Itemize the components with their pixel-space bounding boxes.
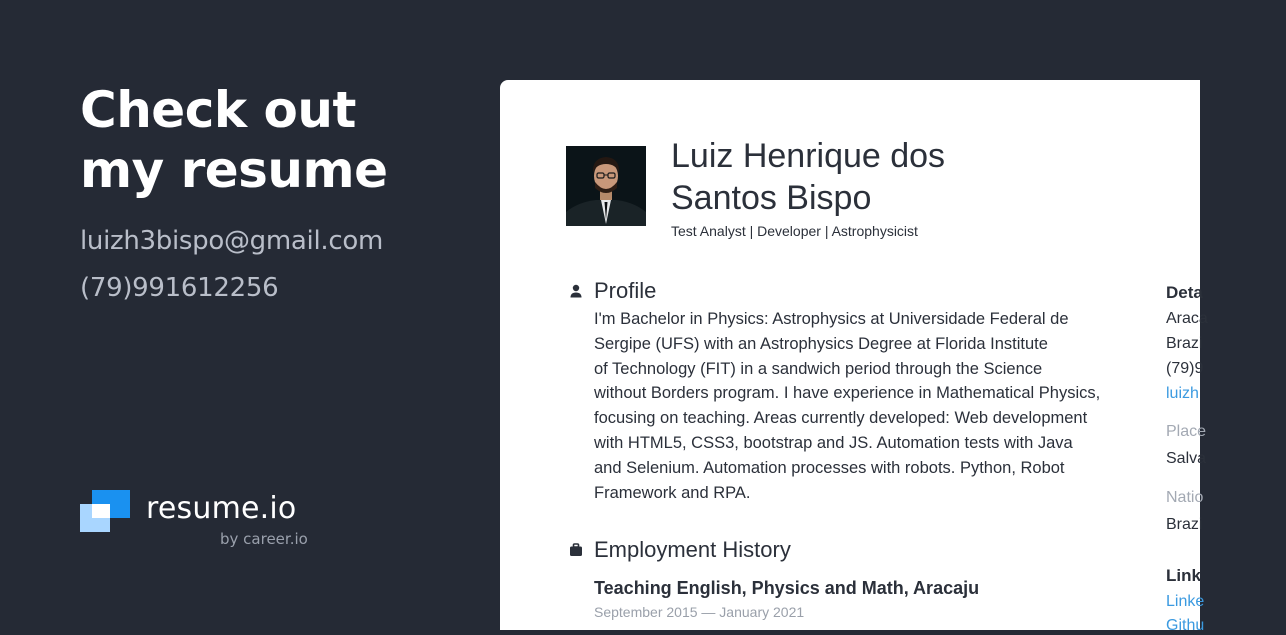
employment-heading: Employment History — [594, 537, 791, 562]
resume-preview-card[interactable] — [500, 80, 1208, 634]
profile-line: focusing on teaching. Areas currently developed: Web development — [594, 409, 1088, 428]
links-heading: Link — [1166, 566, 1201, 585]
resume-name-line2: Santos Bispo — [671, 179, 872, 217]
promo-panel — [0, 0, 500, 630]
profile-text — [594, 307, 1134, 505]
profile-line: I'm Bachelor in Physics: Astrophysics at Universidade Federal de — [594, 310, 1069, 328]
details-country-line: Brazi — [1166, 335, 1203, 352]
brand — [80, 490, 340, 550]
avatar-photo-icon — [566, 146, 646, 226]
brand-subtitle: by career.io — [220, 530, 308, 548]
employment-job-title: Teaching English, Physics and Math, Aracaju — [594, 578, 980, 598]
briefcase-icon — [569, 543, 583, 557]
promo-headline — [80, 80, 480, 200]
profile-line: Sergipe (UFS) with an Astrophysics Degree at Florida Institute — [594, 334, 1048, 353]
resume-name-line1: Luiz Henrique dos — [671, 137, 946, 175]
profile-line: without Borders program. I have experience in Mathematical Physics, — [594, 384, 1101, 403]
profile-line: of Technology (FIT) in a sandwich period through the Science — [594, 359, 1043, 378]
promo-headline-line1: Check out — [80, 81, 356, 139]
profile-line: with HTML5, CSS3, bootstrap and JS. Automation tests with Java — [594, 433, 1073, 452]
resume-name — [671, 135, 1031, 219]
nationality-label: Natio — [1166, 489, 1204, 506]
details-email-link[interactable]: luizh — [1166, 385, 1199, 402]
promo-phone: (79)991612256 — [80, 273, 279, 303]
details-phone-line: (79)9 — [1166, 360, 1204, 377]
resume-job-title: Test Analyst | Developer | Astrophysicist — [671, 223, 918, 239]
profile-line: and Selenium. Automation processes with robots. Python, Robot — [594, 458, 1065, 477]
profile-line: Framework and RPA. — [594, 483, 751, 502]
person-icon — [569, 284, 583, 298]
promo-headline-line2: my resume — [80, 141, 388, 199]
promo-email: luizh3bispo@gmail.com — [80, 226, 383, 256]
place-of-birth-value: Salva — [1166, 450, 1207, 467]
details-heading: Deta — [1166, 283, 1203, 302]
place-of-birth-label: Place — [1166, 423, 1207, 440]
nationality-value: Brazi — [1166, 516, 1203, 533]
details-address-line: Araca — [1166, 310, 1208, 327]
linkedin-link[interactable]: Linke — [1166, 593, 1205, 610]
profile-heading: Profile — [594, 278, 657, 303]
github-link[interactable]: Githu — [1166, 617, 1205, 634]
avatar — [566, 146, 646, 226]
resume-io-logo-icon — [80, 490, 130, 532]
brand-name: resume.io — [146, 491, 297, 526]
employment-job-dates: September 2015 — January 2021 — [594, 604, 805, 620]
